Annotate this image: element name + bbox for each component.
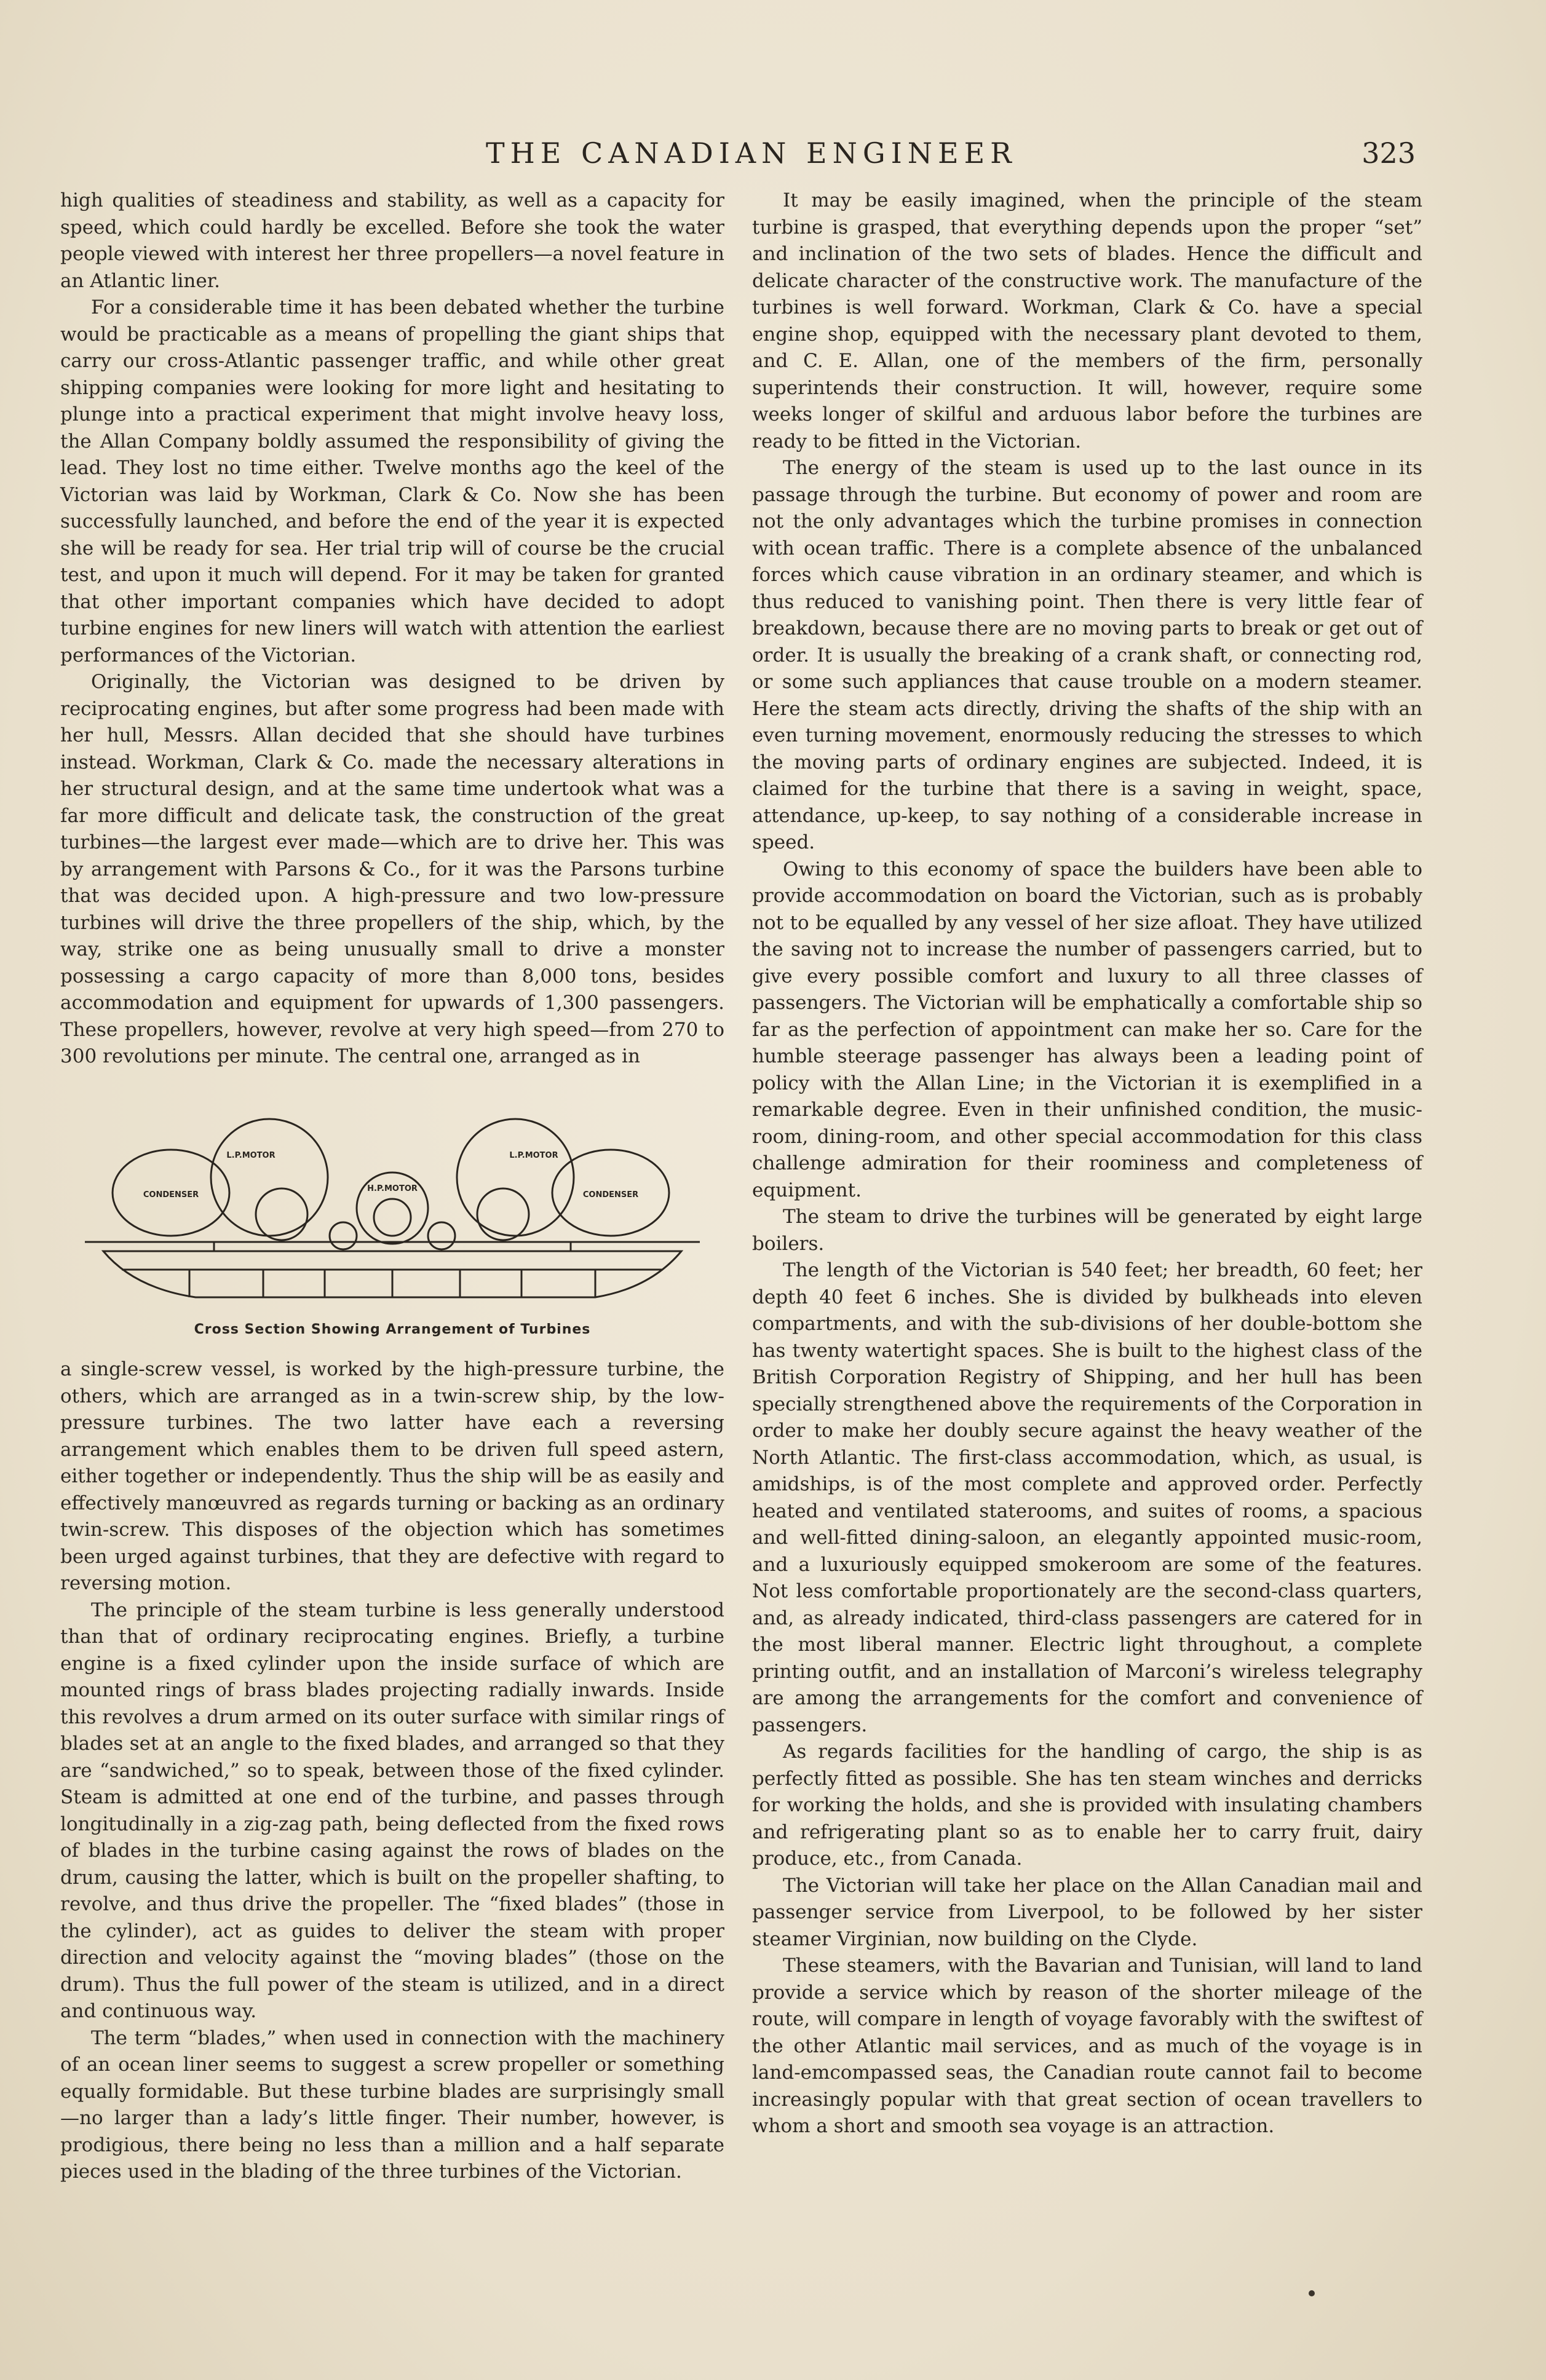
paragraph: As regards facilities for the handling of cargo, the ship is as perfectly fitted as possible. She has ten steam winches and derricks for working the holds, and she is provided with insulating chambers and refrigerating plant so as to enable her to carry fruit, dairy produce, etc., from Canada. (752, 1741, 1422, 1870)
right-lp-rotor (477, 1188, 529, 1240)
turbine-diagram (60, 1085, 724, 1313)
hp-turbine-casing (357, 1172, 428, 1244)
paragraph: The principle of the steam turbine is less generally understood than that of ordinary reciprocating engines. Briefly, a turbine engine is a fixed cylinder upon the inside surface of which are mounted rings of brass blades projecting radially inwards. Inside this revolves a drum armed on its outer surface with similar rings of blades set at an angle to the fixed blades, and arranged so that they are “sandwiched,” so to speak, between those of the fixed cylinder. Steam is admitted at one end of the turbine, and passes through longitudinally in a zig-zag path, being deflected from the fixed rows of blades in the turbine casing against the rows of blades on the drum, causing the latter, which is built on the propeller shafting, to revolve, and thus drive the propeller. The “fixed blades” (those in the cylinder), act as guides to deliver the steam with proper direction and velocity against the “moving blades” (those on the drum). Thus the full power of the steam is utilized, and in a direct and continuous way. (60, 1599, 724, 2022)
page-number: 323 (1362, 136, 1416, 170)
left-lp-turbine-casing (211, 1119, 328, 1236)
label-condenser-right: CONDENSER (582, 1190, 639, 1200)
figure-caption: Cross Section Showing Arrangement of Turbines (194, 1321, 591, 1337)
right-column (752, 188, 1422, 2140)
paragraph: For a considerable time it has been debated whether the turbine would be practicable as a means of propelling the giant ships that carry our cross-Atlantic passenger traffic, and while other great shipping companies were looking for more light and hesitating to plunge into a practical experiment that might involve heavy loss, the Allan Company boldly assumed the responsibility of giving the lead. They lost no time either. Twelve months ago the keel of the Victorian was laid by Workman, Clark & Co. Now she has been successfully launched, and before the end of the year it is expected she will be ready for sea. Her trial trip will of course be the crucial test, and upon it much will depend. For it may be taken for granted that other important companies which have decided to adopt turbine engines for new liners will watch with attention the earliest performances of the Victorian. (60, 296, 724, 666)
label-lp-motor-left: L.P.MOTOR (226, 1150, 276, 1160)
running-head (0, 136, 1546, 180)
label-hp-motor: H.P.MOTOR (367, 1184, 418, 1193)
turbine-cross-section-figure (60, 1085, 724, 1343)
paragraph: The energy of the steam is used up to the last ounce in its passage through the turbine. But economy of power and room are not the only advantages which the turbine promises in connection with ocean traffic. There is a complete absence of the unbalanced forces which cause vibration in an ordinary steamer, and which is thus reduced to vanishing point. Then there is very little fear of breakdown, because there are no moving parts to break or get out of order. It is usually the breaking of a crank shaft, or connecting rod, or some such appliances that cause trouble on a modern steamer. Here the steam acts directly, driving the shafts of the ship with an even turning movement, enormously reducing the stresses to which the moving parts of ordinary engines are subjected. Indeed, it is claimed for the turbine that there is a saving in weight, space, attendance, up-keep, to say nothing of a considerable increase in speed. (752, 457, 1422, 853)
left-column (60, 188, 724, 2186)
paragraph: Owing to this economy of space the builders have been able to provide accommodation on board the Victorian, such as is probably not to be equalled by any vessel of her size afloat. They have utilized the saving not to increase the number of passengers carried, but to give every possible comfort and luxury to all three classes of passengers. The Victorian will be emphatically a comfortable ship so far as the perfection of appointment can make her so. Care for the humble steerage passenger has always been a leading point of policy with the Allan Line; in the Victorian it is exemplified in a remarkable degree. Even in their unfinished condition, the music-room, dining-room, and other special accommodation for this class challenge admiration for their roominess and completeness of equipment. (752, 858, 1422, 1201)
paragraph: high qualities of steadiness and stability, as well as a capacity for speed, which could hardly be excelled. Before she took the water people viewed with interest her three propellers—a novel feature in an Atlantic liner. (60, 189, 724, 292)
hp-rotor (374, 1199, 411, 1236)
label-lp-motor-right: L.P.MOTOR (509, 1150, 558, 1160)
paragraph: The length of the Victorian is 540 feet; her breadth, 60 feet; her depth 40 feet 6 inches. She is divided by bulkheads into eleven compartments, and with the sub-divisions of her double-bottom she has twenty watertight spaces. She is built to the highest class of the British Corporation Registry of Shipping, and her hull has been specially strengthened above the requirements of the Corporation in order to make her doubly secure against the heavy weather of the North Atlantic. The first-class accommodation, which, as usual, is amidships, is of the most complete and approved order. Perfectly heated and ventilated staterooms, and suites of rooms, a spacious and well-fitted dining-saloon, an elegantly appointed music-room, and a luxuriously equipped smokeroom are some of the features. Not less comfortable proportionately are the second-class quarters, and, as already indicated, third-class passengers are catered for in the most liberal manner. Electric light throughout, a complete printing outfit, and an installation of Marconi’s wireless telegraphy are among the arrangements for the comfort and convenience of passengers. (752, 1259, 1422, 1736)
ink-dot (1309, 2290, 1315, 2296)
paragraph: The steam to drive the turbines will be generated by eight large boilers. (752, 1206, 1422, 1255)
journal-title: THE CANADIAN ENGINEER (486, 136, 1017, 170)
paragraph: The term “blades,” when used in connection with the machinery of an ocean liner seems to suggest a screw propeller or something equally formidable. But these turbine blades are surprisingly small—no larger than a lady’s little finger. Their number, however, is prodigious, there being no less than a million and a half separate pieces used in the blading of the three turbines of the Victorian. (60, 2026, 724, 2183)
left-lp-rotor (256, 1188, 307, 1240)
paragraph: a single-screw vessel, is worked by the high-pressure turbine, the others, which are arranged as in a twin-screw ship, by the low-pressure turbines. The two latter have each a reversing arrangement which enables them to be driven full speed astern, either together or independently. Thus the ship will be as easily and effectively manœuvred as regards turning or backing as an ordinary twin-screw. This disposes of the objection which has sometimes been urged against turbines, that they are defective with regard to reversing motion. (60, 1358, 724, 1594)
paragraph: It may be easily imagined, when the principle of the steam turbine is grasped, that everything depends upon the proper “set” and inclination of the two sets of blades. Hence the difficult and delicate character of the constructive work. The manufacture of the turbines is well forward. Workman, Clark & Co. have a special engine shop, equipped with the necessary plant devoted to them, and C. E. Allan, one of the members of the firm, personally superintends their construction. It will, however, require some weeks longer of skilful and arduous labor before the turbines are ready to be fitted in the Victorian. (752, 189, 1422, 453)
paragraph: Originally, the Victorian was designed to be driven by reciprocating engines, but after some progress had been made with her hull, Messrs. Allan decided that she should have turbines instead. Workman, Clark & Co. made the necessary alterations in her structural design, and at the same time undertook what was a far more difficult and delicate task, the construction of the great turbines—the largest ever made—which are to drive her. This was by arrangement with Parsons & Co., for it was the Parsons turbine that was decided upon. A high-pressure and two low-pressure turbines will drive the three propellers of the ship, which, by the way, strike one as being unusually small to drive a monster possessing a cargo capacity of more than 8,000 tons, besides accommodation and equipment for upwards of 1,300 passengers. These propellers, however, revolve at very high speed—from 270 to 300 revolutions per minute. The central one, arranged as in (60, 671, 724, 1067)
paragraph: These steamers, with the Bavarian and Tunisian, will land to land provide a service which by reason of the shorter mileage of the route, will compare in length of voyage favorably with the swiftest of the other Atlantic mail services, and as much of the voyage is in land-emcompassed seas, the Canadian route cannot fail to become increasingly popular with that great section of ocean travellers to whom a short and smooth sea voyage is an attraction. (752, 1955, 1422, 2137)
label-condenser-left: CONDENSER (143, 1190, 199, 1200)
paragraph: The Victorian will take her place on the Allan Canadian mail and passenger service from Liverpool, to be followed by her sister steamer Virginian, now building on the Clyde. (752, 1874, 1422, 1950)
